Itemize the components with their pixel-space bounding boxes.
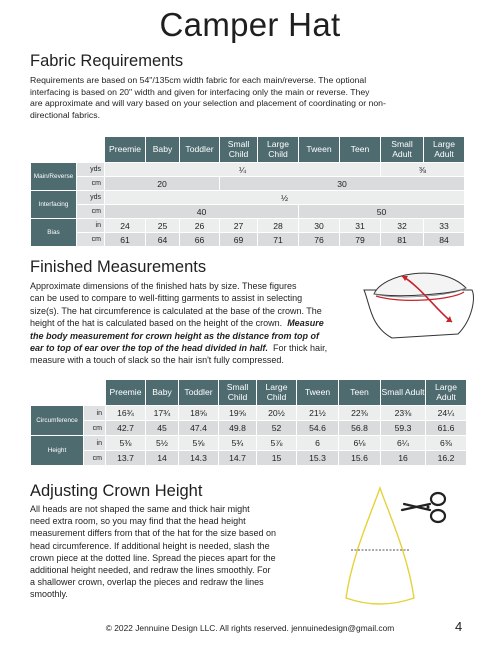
table-cell: 25 xyxy=(146,219,180,233)
hat-measurement-illustration xyxy=(360,264,480,354)
table-row xyxy=(31,163,465,177)
table-cell: 64 xyxy=(146,233,180,247)
footer-copyright: © 2022 Jennuine Design LLC. All rights reserved. jennuinedesign@gmail.com xyxy=(105,623,395,633)
table-cell: 14 xyxy=(146,451,179,466)
emphasis-text: Measure xyxy=(287,318,324,329)
table-cell: 40 xyxy=(105,205,299,219)
row-label-circumference: Circumference xyxy=(31,406,84,436)
table-header-row xyxy=(31,137,465,163)
table-row xyxy=(31,205,465,219)
text-line: are approximate and will vary based on your selection and placement of coordinating or non- xyxy=(30,98,386,109)
table-cell: 59.3 xyxy=(381,421,426,436)
table-cell: 30 xyxy=(299,219,340,233)
text-line: can be used to compare to well-fitting garments to assist in selecting xyxy=(30,293,303,304)
text-line: measure with a touch of slack so the hair isn't fully compressed. xyxy=(30,355,284,366)
hat-crown xyxy=(374,273,466,295)
size-header: Teen xyxy=(340,137,381,163)
text-line: interfacing is based on 20" width and given for interfacing only the main or reverse. They xyxy=(30,86,370,97)
text-line: additional height needed, and redraw the lines smoothly. For xyxy=(30,565,271,576)
table-cell: 33 xyxy=(424,219,465,233)
text-line xyxy=(30,342,370,354)
finished-measurements-text xyxy=(30,280,370,367)
table-cell: 5¾ xyxy=(219,436,257,451)
size-header: Preemie xyxy=(106,380,146,406)
row-label-interfacing: Interfacing xyxy=(31,191,77,219)
table-row xyxy=(31,406,467,421)
table-cell: 61.6 xyxy=(426,421,467,436)
table-cell: 84 xyxy=(424,233,465,247)
table-cell: 6¼ xyxy=(381,436,426,451)
table-row xyxy=(31,436,467,451)
finished-measurements-table xyxy=(30,379,467,466)
scissors-handle xyxy=(431,493,445,505)
table-cell: 27 xyxy=(220,219,258,233)
table-row xyxy=(31,219,465,233)
text-line: directional fabrics. xyxy=(30,109,101,120)
scissors-icon xyxy=(400,490,452,526)
text-run: height of the hat is calculated based on the height of the crown. xyxy=(30,318,283,329)
table-cell: 20 xyxy=(105,177,220,191)
table-cell: 50 xyxy=(299,205,465,219)
table-cell: 5⅞ xyxy=(257,436,297,451)
text-line: Requirements are based on 54"/135cm width fabric for each main/reverse. The optional xyxy=(30,75,367,85)
table-cell: ½ xyxy=(105,191,465,205)
size-header: Tween xyxy=(297,380,339,406)
scissors-handle xyxy=(431,510,445,522)
unit-cell: yds xyxy=(77,191,105,205)
size-header: Preemie xyxy=(105,137,146,163)
text-line xyxy=(30,317,370,329)
table-header-row xyxy=(31,380,467,406)
size-header: Small Child xyxy=(220,137,258,163)
size-header: Small Adult xyxy=(381,137,424,163)
table-cell: 30 xyxy=(220,177,465,191)
page-number: 4 xyxy=(455,619,463,634)
table-cell: 24¼ xyxy=(426,406,467,421)
size-header: Tween xyxy=(299,137,340,163)
table-cell: ⅜ xyxy=(381,163,465,177)
table-cell: 47.4 xyxy=(179,421,219,436)
size-header: Toddler xyxy=(180,137,220,163)
table-cell: 26 xyxy=(180,219,220,233)
table-cell: 61 xyxy=(105,233,146,247)
table-row xyxy=(31,421,467,436)
fabric-requirements-heading: Fabric Requirements xyxy=(30,52,184,70)
table-cell: 49.8 xyxy=(219,421,257,436)
table-cell: 15 xyxy=(257,451,297,466)
table-row xyxy=(31,233,465,247)
table-cell: 24 xyxy=(105,219,146,233)
unit-cell: cm xyxy=(84,421,106,436)
text-line: size(s). The hat circumference is calculated at the base of the crown. The xyxy=(30,305,322,316)
table-row xyxy=(31,451,467,466)
size-header: Toddler xyxy=(179,380,219,406)
table-cell: 18⅝ xyxy=(179,406,219,421)
size-header: Baby xyxy=(146,137,180,163)
fabric-requirements-table xyxy=(30,136,465,247)
text-line: a shallower crown, overlap the pieces and redraw the lines xyxy=(30,577,264,588)
table-cell: 76 xyxy=(299,233,340,247)
unit-cell: in xyxy=(84,406,106,421)
table-cell: 21½ xyxy=(297,406,339,421)
size-header: Large Child xyxy=(258,137,299,163)
table-cell: 16¾ xyxy=(106,406,146,421)
unit-cell: yds xyxy=(77,163,105,177)
table-cell: 5½ xyxy=(146,436,179,451)
row-label-bias: Bias xyxy=(31,219,77,247)
text-line: Approximate dimensions of the finished hats by size. These figures xyxy=(30,281,297,291)
table-cell: 71 xyxy=(258,233,299,247)
table-cell: 6⅜ xyxy=(426,436,467,451)
size-header: Small Child xyxy=(219,380,257,406)
table-cell: 14.7 xyxy=(219,451,257,466)
table-cell: 14.3 xyxy=(179,451,219,466)
table-cell: 32 xyxy=(381,219,424,233)
text-line: crown piece at the dotted line. Spread the pieces apart for the xyxy=(30,552,276,563)
table-cell: 31 xyxy=(340,219,381,233)
table-cell: 16.2 xyxy=(426,451,467,466)
table-cell: 20½ xyxy=(257,406,297,421)
table-cell: 56.8 xyxy=(339,421,381,436)
finished-measurements-heading: Finished Measurements xyxy=(30,258,207,276)
table-cell: 22⅜ xyxy=(339,406,381,421)
table-row xyxy=(31,177,465,191)
table-cell: 52 xyxy=(257,421,297,436)
size-header: Baby xyxy=(146,380,179,406)
row-label-main-reverse: Main/Reverse xyxy=(31,163,77,191)
unit-cell: cm xyxy=(77,233,105,247)
table-cell: 13.7 xyxy=(106,451,146,466)
table-cell: 81 xyxy=(381,233,424,247)
emphasis-text: the body measurement for crown height as the distance from top of xyxy=(30,330,320,341)
table-cell: 15.3 xyxy=(297,451,339,466)
size-header: Large Adult xyxy=(424,137,465,163)
table-cell: 19⅝ xyxy=(219,406,257,421)
row-label-height: Height xyxy=(31,436,84,466)
adjusting-crown-height-text xyxy=(30,503,330,601)
unit-cell: cm xyxy=(77,177,105,191)
size-header: Large Child xyxy=(257,380,297,406)
table-cell: ¼ xyxy=(105,163,381,177)
size-header: Large Adult xyxy=(426,380,467,406)
table-cell: 79 xyxy=(340,233,381,247)
table-cell: 17¾ xyxy=(146,406,179,421)
text-line: measurement differs from that of the hat for the size based on xyxy=(30,528,276,539)
unit-cell: cm xyxy=(84,451,106,466)
size-header: Small Adult xyxy=(381,380,426,406)
table-cell: 66 xyxy=(180,233,220,247)
adjusting-crown-height-heading: Adjusting Crown Height xyxy=(30,482,203,500)
page-title: Camper Hat xyxy=(159,6,341,43)
table-cell: 54.6 xyxy=(297,421,339,436)
table-cell: 28 xyxy=(258,219,299,233)
size-header: Teen xyxy=(339,380,381,406)
table-cell: 69 xyxy=(220,233,258,247)
text-line: All heads are not shaped the same and thick hair might xyxy=(30,504,250,514)
scissors-pivot xyxy=(427,506,430,509)
table-cell: 45 xyxy=(146,421,179,436)
table-cell: 6 xyxy=(297,436,339,451)
text-line xyxy=(30,330,370,342)
unit-cell: cm xyxy=(77,205,105,219)
table-row xyxy=(31,191,465,205)
table-cell: 5⅝ xyxy=(179,436,219,451)
text-line: smoothly. xyxy=(30,589,68,600)
fabric-requirements-text xyxy=(30,75,480,121)
emphasis-text: ear to top of ear over the top of the head divided in half. xyxy=(30,343,269,354)
table-cell: 15.6 xyxy=(339,451,381,466)
table-cell: 16 xyxy=(381,451,426,466)
table-cell: 5⅜ xyxy=(106,436,146,451)
table-cell: 42.7 xyxy=(106,421,146,436)
text-line: head circumference. If additional height is needed, slash the xyxy=(30,540,270,551)
text-line: need extra room, so you may find that the head height xyxy=(30,516,246,527)
table-cell: 23⅜ xyxy=(381,406,426,421)
unit-cell: in xyxy=(77,219,105,233)
text-run: For thick hair, xyxy=(273,343,328,354)
unit-cell: in xyxy=(84,436,106,451)
table-cell: 6⅛ xyxy=(339,436,381,451)
